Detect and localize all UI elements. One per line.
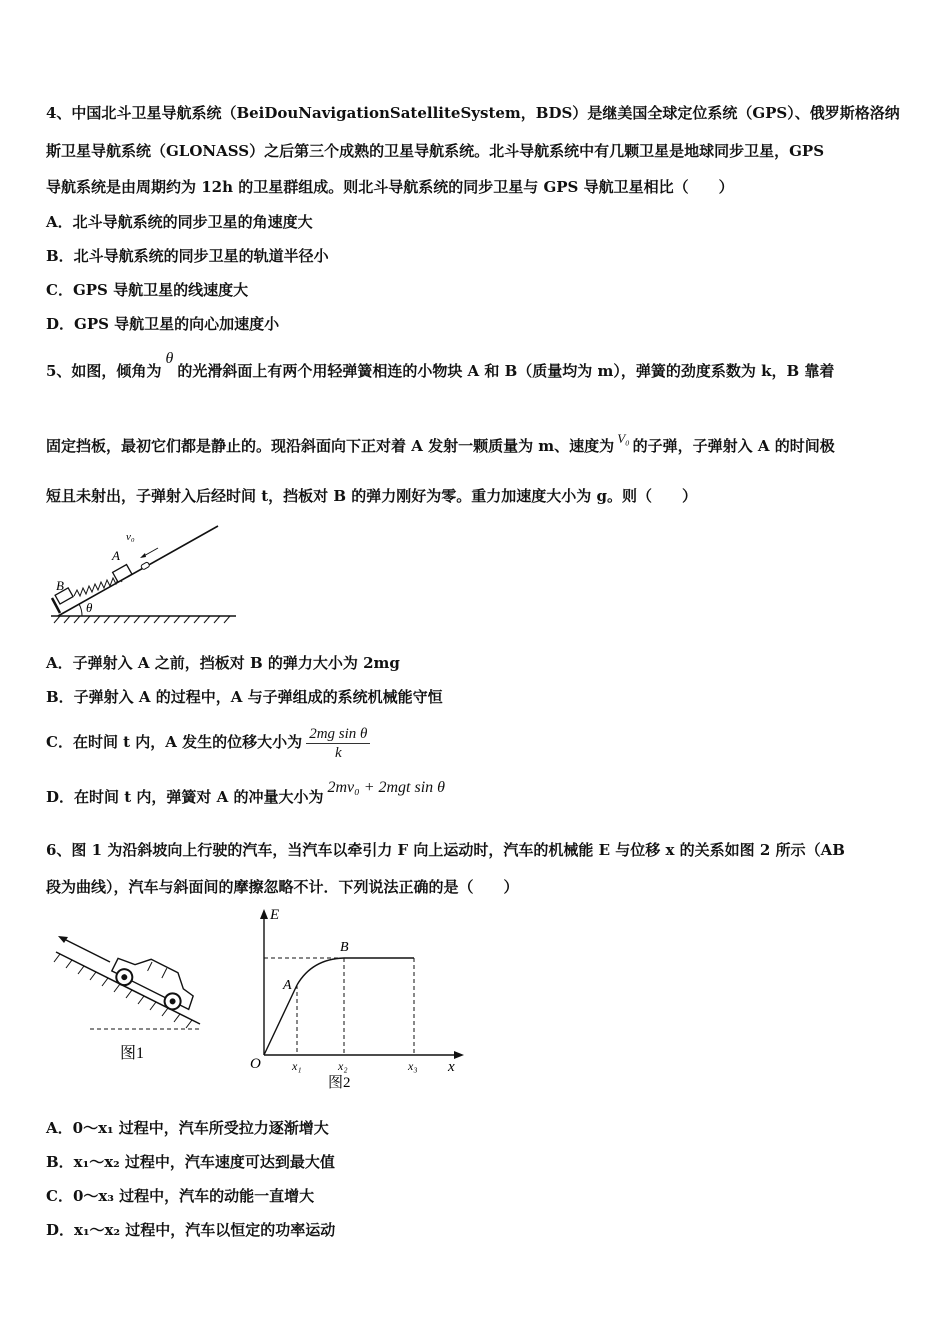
figure-2-caption: 图2 bbox=[328, 1075, 351, 1091]
label-x3: x₃ bbox=[408, 1059, 418, 1073]
q4-option-b: B．北斗导航系统的同步卫星的轨道半径小 bbox=[46, 247, 329, 265]
q6-option-a: A．0～x₁ 过程中，汽车所受拉力逐渐增大 bbox=[46, 1119, 329, 1137]
q5-option-b: B．子弹射入 A 的过程中，A 与子弹组成的系统机械能守恒 bbox=[46, 688, 443, 706]
figure-1-caption: 图1 bbox=[120, 1045, 145, 1062]
q5-option-c-fraction bbox=[306, 725, 370, 762]
velocity-arrowhead bbox=[140, 553, 146, 558]
label-e: E bbox=[270, 907, 280, 923]
label-o: O bbox=[250, 1056, 261, 1072]
block-a bbox=[113, 565, 132, 582]
ground-hatching bbox=[54, 616, 230, 623]
label-v0: v₀ bbox=[126, 531, 135, 543]
q5-stem-line-2 bbox=[46, 431, 835, 457]
q4-stem-line-1: 4、中国北斗卫星导航系统（BeiDouNavigationSatelliteSystem，BDS）是继美国全球定位系统（GPS）、俄罗斯格洛纳 bbox=[46, 104, 900, 122]
q5-stem-line-3: 短且未射出，子弹射入后经时间 t，挡板对 B 的弹力刚好为零。重力加速度大小为 g。则（ ） bbox=[46, 487, 697, 505]
q6-figure-2-graph bbox=[240, 905, 470, 1095]
q5-option-d bbox=[46, 779, 446, 813]
q5-v0-symbol: V₀ bbox=[617, 431, 630, 446]
q5-stem-line-2-b: 的子弹，子弹射入 A 的时间极 bbox=[632, 437, 835, 455]
bullet bbox=[141, 562, 150, 570]
fraction-numerator: 2mg sin θ bbox=[306, 725, 370, 744]
q5-incline-figure bbox=[46, 520, 241, 630]
q4-stem-line-2: 斯卫星导航系统（GLONASS）之后第三个成熟的卫星导航系统。北斗导航系统中有几颗卫星是地球同步卫星，GPS bbox=[46, 142, 825, 160]
label-a: A bbox=[112, 548, 120, 563]
q5-stem-line-1 bbox=[46, 350, 835, 382]
q5-stem-line-2-a: 固定挡板，最初它们都是静止的。现沿斜面向下正对着 A 发射一颗质量为 m、速度为 bbox=[46, 437, 615, 455]
q5-option-d-text: D．在时间 t 内，弹簧对 A 的冲量大小为 bbox=[46, 788, 324, 806]
q5-option-c-text: C．在时间 t 内，A 发生的位移大小为 bbox=[46, 733, 303, 751]
fraction-denominator: k bbox=[334, 744, 342, 761]
q5-theta-symbol: θ bbox=[165, 350, 174, 367]
q5-option-a: A．子弹射入 A 之前，挡板对 B 的弹力大小为 2mg bbox=[46, 654, 400, 672]
label-b-point: B bbox=[340, 940, 349, 955]
q5-option-c bbox=[46, 722, 370, 762]
q4-option-c: C．GPS 导航卫星的线速度大 bbox=[46, 281, 249, 299]
segment-oa bbox=[264, 985, 297, 1055]
y-axis-arrow bbox=[260, 909, 268, 919]
x-axis-arrow bbox=[454, 1051, 464, 1059]
q5-stem-line-1-a: 5、如图，倾角为 bbox=[46, 362, 162, 380]
q6-stem-line-2: 段为曲线），汽车与斜面间的摩擦忽略不计．下列说法正确的是（ ） bbox=[46, 878, 519, 896]
q4-option-d: D．GPS 导航卫星的向心加速度小 bbox=[46, 315, 280, 333]
label-x2: x₂ bbox=[338, 1059, 348, 1073]
car bbox=[108, 946, 201, 1017]
q6-stem-line-1: 6、图 1 为沿斜坡向上行驶的汽车，当汽车以牵引力 F 向上运动时，汽车的机械能 E 与位移 x 的关系如图 2 所示（AB bbox=[46, 841, 845, 859]
q6-option-b: B．x₁～x₂ 过程中，汽车速度可达到最大值 bbox=[46, 1153, 335, 1171]
incline-surface bbox=[58, 526, 218, 616]
label-theta: θ bbox=[86, 600, 93, 615]
label-a-point: A bbox=[283, 978, 292, 993]
label-x1: x₁ bbox=[292, 1059, 302, 1073]
label-x: x bbox=[448, 1059, 455, 1075]
traction-arrow bbox=[64, 939, 110, 962]
q5-option-d-expression: 2mv₀ + 2mgt sin θ bbox=[327, 779, 446, 796]
q6-option-d: D．x₁～x₂ 过程中，汽车以恒定的功率运动 bbox=[46, 1221, 336, 1239]
q4-stem-line-3: 导航系统是由周期约为 12h 的卫星群组成。则北斗导航系统的同步卫星与 GPS 导航卫星相比（ ） bbox=[46, 178, 734, 196]
q4-option-a: A．北斗导航系统的同步卫星的角速度大 bbox=[46, 213, 313, 231]
q5-stem-line-1-b: 的光滑斜面上有两个用轻弹簧相连的小物块 A 和 B（质量均为 m），弹簧的劲度系数为 k，B 靠着 bbox=[177, 362, 835, 380]
angle-arc bbox=[79, 604, 82, 616]
label-b: B bbox=[56, 578, 64, 593]
q6-figure-1-car bbox=[50, 930, 210, 1070]
segment-ab-curve bbox=[297, 958, 344, 985]
q6-option-c: C．0～x₃ 过程中，汽车的动能一直增大 bbox=[46, 1187, 315, 1205]
